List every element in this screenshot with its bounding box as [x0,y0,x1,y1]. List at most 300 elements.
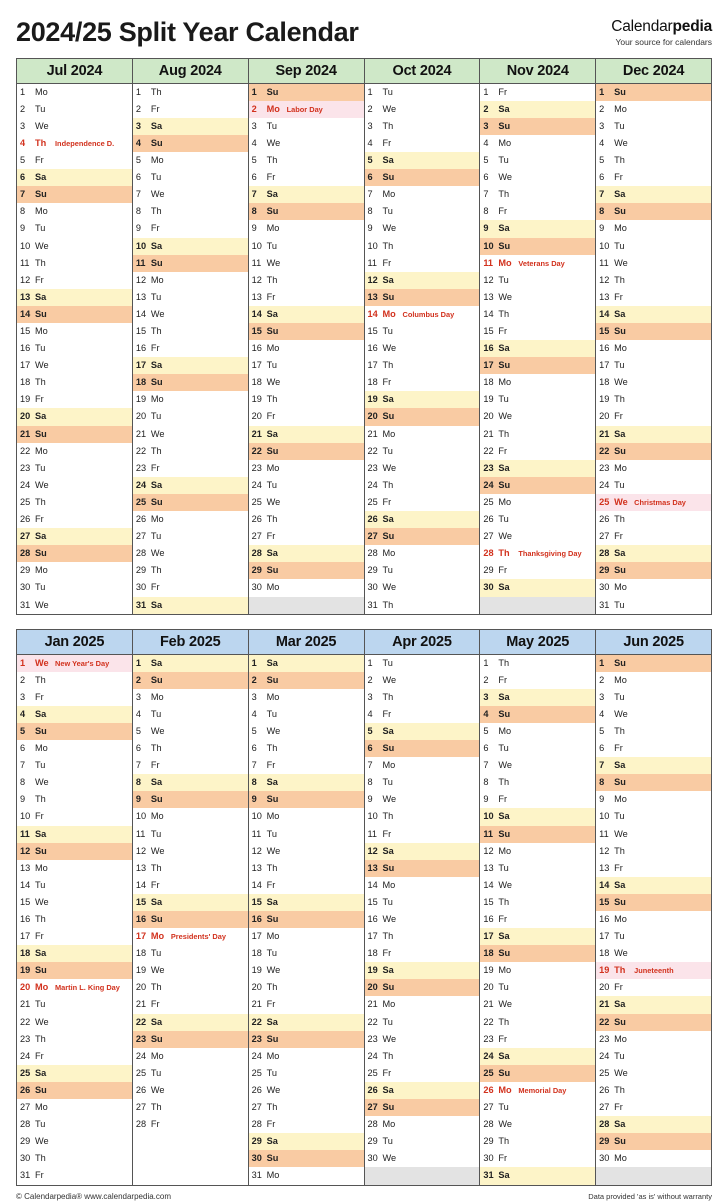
day-number: 18 [599,948,610,959]
day-list [480,84,595,614]
day-number: 16 [20,343,31,354]
day-row [133,1082,248,1099]
day-row [596,511,711,528]
day-weekday: Sa [498,931,510,942]
day-number: 29 [599,565,610,576]
day-number: 14 [251,879,262,890]
day-weekday: Tu [150,172,162,183]
day-number: 25 [483,496,494,507]
day-weekday: Mo [498,496,512,507]
day-number: 21 [135,428,147,439]
day-number: 22 [367,445,378,456]
month-column [133,59,249,615]
day-row [17,426,132,443]
day-weekday: Fr [498,1153,507,1164]
day-row [17,1150,132,1167]
day-weekday: Tu [150,291,162,302]
day-number: 21 [20,428,31,439]
page-footer [16,1192,712,1201]
day-weekday: Tu [35,582,46,593]
day-number: 21 [251,999,262,1010]
day-number: 3 [20,691,26,702]
day-row [365,323,480,340]
day-weekday: Th [498,1136,510,1147]
day-weekday: We [35,896,49,907]
day-row [596,945,711,962]
day-weekday: Fr [266,879,276,890]
day-weekday: Fr [382,377,392,388]
month-column [17,630,133,1186]
day-weekday: We [382,794,397,805]
day-row [133,1031,248,1048]
day-weekday: Th [614,274,625,285]
day-row [249,408,364,425]
day-number: 1 [599,86,605,97]
day-weekday: Th [614,845,625,856]
day-row [596,860,711,877]
day-row [249,579,364,596]
day-number: 11 [20,257,30,268]
day-number: 21 [483,428,494,439]
day-row [133,152,248,169]
day-weekday: Th [266,514,278,525]
day-number: 28 [599,548,610,559]
day-row [133,84,248,101]
day-number: 12 [483,845,494,856]
day-number: 17 [251,931,262,942]
day-number: 26 [483,514,494,525]
day-weekday: Th [498,896,510,907]
day-weekday: Th [382,240,394,251]
day-row [17,494,132,511]
day-number: 9 [483,794,489,805]
day-number: 28 [251,548,262,559]
day-weekday: Th [382,479,394,490]
day-number: 19 [367,394,378,405]
month-grid [16,58,712,615]
day-row [133,996,248,1013]
day-number: 18 [135,377,147,388]
day-number: 7 [367,189,373,200]
day-number: 5 [135,155,141,166]
day-number: 16 [599,343,610,354]
day-weekday: Mo [498,257,512,268]
day-weekday: Su [266,86,279,97]
day-row [17,118,132,135]
day-weekday: We [614,257,628,268]
day-row [365,706,480,723]
day-weekday: We [150,428,165,439]
day-weekday: Mo [35,982,49,993]
day-row [17,597,132,614]
day-weekday: Mo [266,343,280,354]
day-number: 12 [251,845,262,856]
day-weekday: Fr [498,914,507,924]
day-number: 11 [251,828,262,839]
month-header: Feb 2025 [133,630,248,655]
day-row [133,238,248,255]
day-weekday: We [614,1067,628,1078]
day-number: 7 [367,760,373,771]
day-number: 20 [20,982,31,993]
day-weekday: Su [150,794,163,805]
day-filler [365,1167,480,1184]
day-number: 27 [135,531,147,542]
day-weekday: Th [498,308,510,319]
day-number: 15 [251,896,262,907]
day-number: 9 [251,794,257,805]
day-number: 16 [135,343,147,354]
day-weekday: Tu [614,240,625,251]
day-number: 30 [599,582,610,593]
day-weekday: Su [150,914,163,924]
day-row [480,238,595,255]
day-weekday: Th [266,1102,278,1113]
day-number: 30 [599,1153,610,1164]
day-row [133,979,248,996]
day-number: 5 [483,155,489,166]
day-number: 28 [367,1119,378,1130]
day-weekday: Fr [498,445,507,456]
day-weekday: We [614,137,628,148]
day-weekday: Mo [382,879,396,890]
day-number: 18 [135,948,147,959]
day-weekday: Sa [382,514,394,525]
day-number: 29 [599,1136,610,1147]
day-row [133,1099,248,1116]
day-number: 23 [251,462,262,473]
day-weekday: Tu [382,1016,393,1027]
day-weekday: Tu [382,1136,393,1147]
day-weekday: Th [150,982,162,993]
month-column [480,630,596,1186]
day-weekday: We [35,1016,49,1027]
day-number: 12 [135,845,147,856]
day-number: 4 [20,137,26,148]
day-row [249,528,364,545]
day-weekday: We [614,948,628,959]
day-weekday: Th [614,394,625,405]
day-number: 6 [135,743,141,754]
day-row [480,996,595,1013]
day-row [596,186,711,203]
day-number: 16 [135,914,147,924]
day-weekday: Tu [614,479,625,490]
day-weekday: We [35,360,49,371]
day-number: 25 [20,496,31,507]
day-weekday: Su [266,565,279,576]
day-weekday: Su [614,777,626,788]
day-row [480,579,595,596]
month-header: Dec 2024 [596,59,711,84]
day-row [17,460,132,477]
day-row [480,723,595,740]
day-number: 9 [20,223,26,234]
day-row [480,1082,595,1099]
day-weekday: We [382,343,397,354]
day-list [133,84,248,614]
day-row [249,101,364,118]
day-weekday: Mo [35,565,48,576]
day-weekday: Fr [35,931,44,942]
day-row [249,460,364,477]
day-number: 17 [599,931,610,942]
day-row [133,1014,248,1031]
day-number: 1 [251,86,257,97]
day-number: 17 [483,360,494,371]
day-weekday: Th [498,657,510,668]
day-row [249,791,364,808]
day-number: 26 [135,1084,147,1095]
day-row [365,945,480,962]
day-row [133,655,248,672]
day-number: 1 [20,657,26,668]
day-row [480,443,595,460]
day-number: 24 [367,1050,378,1061]
day-row [17,579,132,596]
day-weekday: Su [498,120,511,131]
day-row [17,101,132,118]
day-row [596,1031,711,1048]
day-number: 26 [20,514,31,525]
day-weekday: Th [382,811,394,822]
day-number: 18 [20,377,31,388]
day-row [249,562,364,579]
day-number: 14 [251,308,262,319]
day-filler [133,1150,248,1167]
day-number: 20 [367,982,378,993]
day-number: 27 [599,531,610,542]
day-weekday: Su [35,428,47,439]
day-row [365,1031,480,1048]
day-number: 16 [483,343,494,354]
holiday-label: Columbus Day [402,309,455,319]
month-header: Aug 2024 [133,59,248,84]
day-number: 24 [20,1050,31,1061]
day-number: 19 [599,965,610,976]
day-row [365,408,480,425]
day-row [365,1014,480,1031]
day-weekday: Fr [35,274,44,285]
day-row [17,1099,132,1116]
day-row [133,757,248,774]
day-number: 8 [251,777,257,788]
day-row [249,1048,364,1065]
day-number: 24 [483,479,494,490]
day-number: 4 [599,708,605,719]
day-number: 23 [367,1033,378,1044]
day-number: 1 [135,657,141,668]
day-row [249,655,364,672]
day-number: 6 [599,743,605,754]
day-weekday: Th [35,794,46,805]
day-row [480,979,595,996]
day-number: 30 [251,1153,262,1164]
day-row [133,357,248,374]
day-weekday: Mo [382,428,396,439]
day-row [17,220,132,237]
day-number: 3 [599,691,605,702]
day-weekday: Sa [35,708,47,719]
day-weekday: Tu [266,240,278,251]
day-row [596,740,711,757]
day-weekday: Fr [614,172,623,183]
day-number: 25 [367,1067,378,1078]
day-weekday: We [266,137,281,148]
day-weekday: Th [266,743,278,754]
day-weekday: Su [35,548,47,559]
day-row [133,860,248,877]
day-number: 29 [483,1136,494,1147]
day-filler [133,1167,248,1184]
day-row [365,477,480,494]
day-row [365,962,480,979]
day-row [480,272,595,289]
day-number: 18 [483,377,494,388]
day-number: 15 [135,326,147,336]
day-row [596,655,711,672]
holiday-label: Independence D. [55,138,115,148]
day-weekday: Su [614,326,626,336]
day-weekday: Sa [35,1067,47,1078]
day-weekday: Sa [150,360,163,371]
day-number: 18 [20,948,31,959]
day-number: 14 [599,308,610,319]
day-row [17,1116,132,1133]
day-weekday: Tu [382,657,393,668]
day-number: 9 [20,794,26,805]
day-row [249,272,364,289]
day-weekday: Th [150,743,162,754]
day-weekday: We [498,172,512,183]
day-weekday: Fr [150,879,160,890]
day-row [17,826,132,843]
day-weekday: Tu [266,479,278,490]
day-row [596,391,711,408]
day-weekday: Fr [498,326,507,336]
day-weekday: Fr [35,514,44,525]
day-row [596,220,711,237]
day-row [596,843,711,860]
day-number: 7 [483,189,489,200]
day-weekday: Th [35,1033,46,1044]
day-number: 1 [20,86,26,97]
day-row [17,877,132,894]
day-weekday: Su [150,257,163,268]
day-number: 6 [367,172,373,183]
day-row [596,118,711,135]
day-weekday: Mo [150,811,164,822]
day-row [365,357,480,374]
day-number: 17 [251,360,262,371]
day-weekday: Tu [35,999,46,1010]
day-weekday: We [382,462,397,473]
day-weekday: We [498,879,512,890]
day-weekday: Sa [382,965,394,976]
day-row [249,962,364,979]
day-number: 17 [599,360,610,371]
day-number: 16 [20,914,31,924]
day-number: 5 [251,155,257,166]
day-weekday: Su [266,1153,279,1164]
holiday-label: Thanksgiving Day [518,549,582,559]
day-row [249,1150,364,1167]
brand-logo [611,14,712,47]
day-weekday: Sa [35,531,47,542]
day-weekday: Mo [150,514,164,525]
day-number: 3 [20,120,26,131]
day-row [480,860,595,877]
day-weekday: Tu [382,86,393,97]
day-weekday: We [382,674,397,685]
day-weekday: Th [382,599,394,610]
day-number: 6 [483,743,489,754]
day-number: 15 [599,326,610,336]
calendar-block [16,629,712,1186]
footer-url[interactable]: www.calendarpedia.com [84,1191,172,1201]
day-row [17,894,132,911]
day-weekday: Fr [382,828,392,839]
day-number: 11 [599,828,609,839]
day-row [17,152,132,169]
day-weekday: Fr [382,257,392,268]
day-row [17,689,132,706]
day-weekday: Th [498,189,510,200]
day-number: 31 [483,1170,494,1181]
day-row [596,255,711,272]
day-number: 22 [251,1016,262,1027]
day-row [133,791,248,808]
day-weekday: Mo [266,811,280,822]
day-row [17,340,132,357]
day-weekday: Su [382,982,395,993]
day-row [596,979,711,996]
day-weekday: Th [614,1084,625,1095]
day-number: 24 [251,479,262,490]
day-row [480,791,595,808]
day-number: 26 [251,514,262,525]
day-number: 28 [483,1119,494,1130]
day-weekday: Su [614,657,626,668]
day-row [249,894,364,911]
day-number: 13 [367,291,378,302]
day-row [249,255,364,272]
day-weekday: We [382,914,397,924]
day-number: 30 [367,582,378,593]
day-weekday: Mo [266,931,280,942]
day-weekday: Fr [498,1033,507,1044]
day-row [596,562,711,579]
day-number: 25 [251,496,262,507]
day-number: 17 [20,931,31,942]
day-weekday: Tu [266,708,278,719]
day-weekday: Mo [614,1033,627,1044]
day-weekday: Tu [150,708,162,719]
day-row [133,740,248,757]
day-number: 19 [599,394,610,405]
footer-copyright: © Calendarpedia® [16,1191,83,1201]
day-weekday: Mo [35,862,48,873]
day-weekday: Fr [266,291,276,302]
holiday-label: Martin L. King Day [55,983,120,993]
day-weekday: Sa [35,291,47,302]
day-weekday: Mo [614,582,627,593]
day-weekday: Sa [266,428,278,439]
day-number: 20 [599,982,610,993]
day-number: 14 [483,879,494,890]
day-number: 2 [135,103,141,114]
day-weekday: Mo [150,274,164,285]
